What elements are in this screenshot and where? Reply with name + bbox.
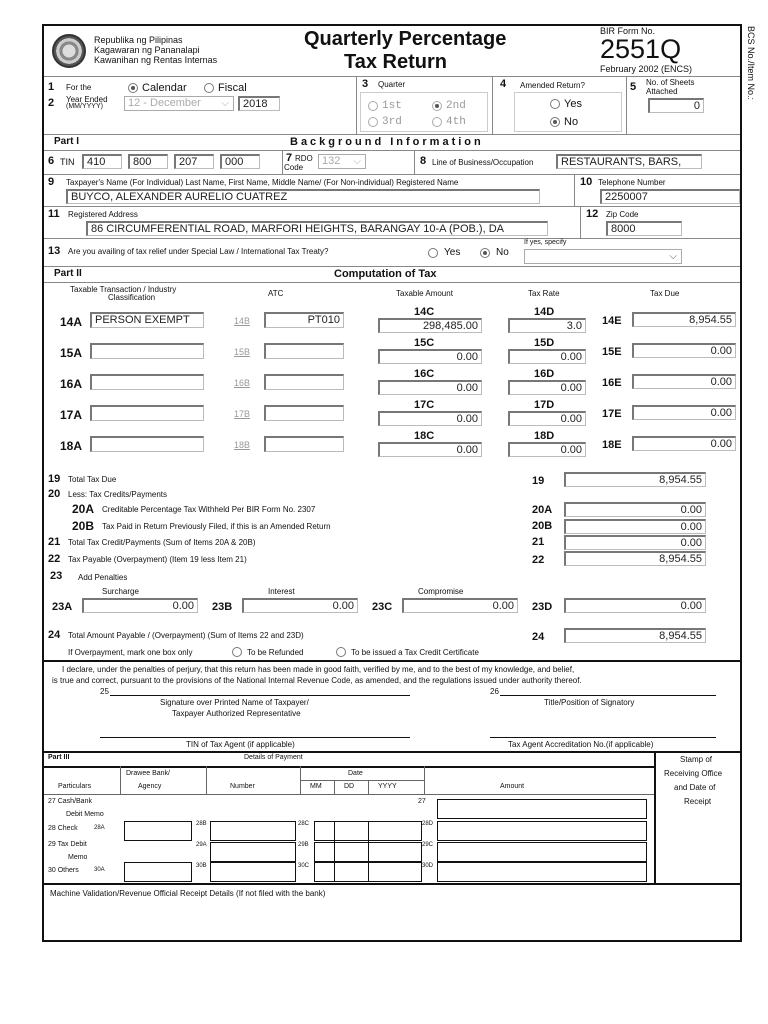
taxable-amount-header: Taxable Amount: [396, 289, 453, 298]
item23b-number: 23B: [212, 601, 233, 613]
tax-due-header: Tax Due: [650, 289, 680, 298]
item21-number: 21: [48, 536, 61, 548]
stamp-line-1: Stamp of: [680, 755, 713, 764]
others-amount-field[interactable]: [437, 862, 647, 882]
tax-payable-label: Tax Payable (Overpayment) (Item 19 less Item 21): [68, 555, 247, 564]
item28a-ref: 28A: [94, 825, 105, 831]
compromise-label: Compromise: [418, 587, 464, 596]
atc-header: ATC: [268, 289, 284, 298]
row-c-number: 18C: [414, 430, 435, 442]
total-credits-field[interactable]: 0.00: [564, 535, 706, 550]
others-number-field[interactable]: [210, 862, 296, 882]
row-c-number: 17C: [414, 399, 435, 411]
item3-number: 3: [362, 78, 369, 90]
item19-number-right: 19: [532, 475, 545, 487]
check-bank-field[interactable]: [124, 821, 192, 841]
date-header: Date: [348, 770, 363, 777]
row-d-number: 16D: [534, 368, 555, 380]
item7-number: 7: [286, 152, 293, 164]
row-e-number: 16E: [602, 377, 622, 389]
amended-no-label: No: [564, 116, 579, 128]
form-version: February 2002 (ENCS): [600, 64, 693, 74]
tax-due-field[interactable]: 0.00: [632, 374, 736, 389]
tax-debit-memo-label: Memo: [68, 854, 88, 861]
chevron-down-icon: ⌵: [353, 156, 361, 167]
sheets-attached-field[interactable]: 0: [648, 98, 704, 113]
tax-relief-no-label: No: [496, 247, 509, 258]
part3-label: Part III: [48, 754, 70, 761]
amended-yes-radio[interactable]: [550, 99, 560, 109]
quarter-group: [360, 92, 488, 132]
item5-label: No. of Sheets: [646, 78, 695, 87]
item23-number: 23: [50, 570, 63, 582]
row-d-number: 15D: [534, 337, 555, 349]
item11-number: 11: [48, 208, 60, 220]
item6-number: 6: [48, 155, 55, 167]
item1-label: For the: [66, 83, 92, 92]
tax-debit-number-field[interactable]: [210, 842, 296, 862]
item9-number: 9: [48, 176, 55, 188]
row-b-link[interactable]: 16B: [234, 378, 251, 388]
item30b-ref: 30B: [196, 863, 207, 869]
item29a-ref: 29A: [196, 842, 207, 848]
declaration-line-2: is true and correct, pursuant to the provisions of the National Internal Revenue Code, as amended, and the regulations issued under authority thereof.: [52, 676, 582, 685]
item26-number: 26: [490, 687, 499, 696]
interest-label: Interest: [268, 587, 295, 596]
add-penalties-label: Add Penalties: [78, 573, 128, 582]
item1-number: 1: [48, 81, 55, 93]
title-position-label: Title/Position of Signatory: [544, 698, 635, 707]
surcharge-label: Surcharge: [102, 587, 139, 596]
address-field[interactable]: 86 CIRCUMFERENTIAL ROAD, MARFORI HEIGHTS, BARANGAY 10-A (POB.), DA: [86, 221, 548, 236]
quarter-1st-radio[interactable]: [368, 101, 378, 111]
row-a-number: 18A: [60, 439, 83, 453]
item4-number: 4: [500, 78, 507, 90]
cash-amount-field[interactable]: [437, 799, 647, 819]
stamp-line-2: Receiving Office: [664, 769, 723, 778]
item30c-ref: 30C: [298, 863, 310, 869]
item4-label: Amended Return?: [520, 81, 585, 90]
form-no-label: BIR Form No.: [600, 26, 656, 36]
item22-number: 22: [48, 553, 61, 565]
tax-relief-label: Are you availing of tax relief under Special Law / International Tax Treaty?: [68, 247, 329, 256]
telephone-field[interactable]: 2250007: [600, 189, 740, 204]
month-select[interactable]: [124, 96, 234, 111]
tax-due-field[interactable]: 8,954.55: [632, 312, 736, 327]
item23a-number: 23A: [52, 601, 73, 613]
item2-label-format: (MM/YYYY): [66, 103, 103, 110]
atc-field[interactable]: PT010: [264, 312, 344, 328]
item12-number: 12: [586, 208, 599, 220]
stamp-line-4: Receipt: [684, 797, 712, 806]
tax-due-field[interactable]: 0.00: [632, 343, 736, 358]
tax-credit-certificate-radio[interactable]: [336, 647, 346, 657]
industry-field[interactable]: [90, 405, 204, 421]
number-header: Number: [230, 783, 255, 790]
taxable-amount-field[interactable]: 0.00: [378, 380, 482, 395]
creditable-withheld-field[interactable]: 0.00: [564, 502, 706, 517]
interest-field[interactable]: 0.00: [242, 598, 358, 613]
part2-label: Part II: [54, 268, 82, 279]
quarter-4th-label: 4th: [446, 116, 466, 128]
item24-number-right: 24: [532, 631, 545, 643]
item20a-number-right: 20A: [532, 504, 553, 516]
less-credits-label: Less: Tax Credits/Payments: [68, 490, 168, 499]
tax-rate-field[interactable]: 0.00: [508, 411, 586, 426]
item25-number: 25: [100, 687, 109, 696]
signature-label-2: Taxpayer Authorized Representative: [172, 709, 301, 718]
others-bank-field[interactable]: [124, 862, 192, 882]
item5-number: 5: [630, 81, 637, 93]
industry-header: Taxable Transaction / Industry: [70, 285, 177, 294]
item20b-number-right: 20B: [532, 520, 553, 532]
chevron-down-icon: ⌵: [669, 251, 677, 262]
tin-segment-2[interactable]: 800: [128, 154, 168, 169]
total-tax-due-field[interactable]: 8,954.55: [564, 472, 706, 487]
row-a-number: 15A: [60, 346, 83, 360]
item5-label-2: Attached: [646, 87, 678, 96]
total-penalties-field[interactable]: 0.00: [564, 598, 706, 613]
item24-number: 24: [48, 629, 61, 641]
zip-field[interactable]: 8000: [606, 221, 682, 236]
item19-number: 19: [48, 473, 61, 485]
row-b-link[interactable]: 17B: [234, 409, 251, 419]
drawee-header: Drawee Bank/: [126, 770, 170, 777]
taxable-amount-field[interactable]: 298,485.00: [378, 318, 482, 333]
row-e-number: 17E: [602, 408, 622, 420]
total-credits-label: Total Tax Credit/Payments (Sum of Items 20A & 20B): [68, 538, 256, 547]
item13-number: 13: [48, 245, 61, 257]
creditable-withheld-label: Creditable Percentage Tax Withheld Per BIR Form No. 2307: [102, 505, 316, 514]
item20a-number: 20A: [72, 502, 95, 516]
others-label: 30 Others: [48, 867, 79, 874]
item10-number: 10: [580, 176, 593, 188]
accreditation-line: [490, 737, 716, 738]
item28b-ref: 28B: [196, 821, 207, 827]
item23c-number: 23C: [372, 601, 393, 613]
tin-agent-label: TIN of Tax Agent (if applicable): [186, 740, 295, 749]
tax-relief-yes-label: Yes: [444, 247, 461, 258]
mm-header: MM: [310, 783, 322, 790]
tax-relief-yes-radio[interactable]: [428, 248, 438, 258]
industry-field[interactable]: [90, 343, 204, 359]
quarter-1st-label: 1st: [382, 100, 402, 112]
tax-rate-field[interactable]: 0.00: [508, 380, 586, 395]
part1-title: Background Information: [290, 136, 484, 148]
item29c-ref: 29C: [422, 842, 434, 848]
form-title-line1: Quarterly Percentage: [304, 28, 507, 50]
agency-line-1: Republika ng Pilipinas: [94, 35, 183, 45]
item20b-number: 20B: [72, 519, 95, 533]
previously-paid-label: Tax Paid in Return Previously Filed, if this is an Amended Return: [102, 522, 331, 531]
item28c-ref: 28C: [298, 821, 310, 827]
bir-seal-icon: [52, 34, 86, 68]
surcharge-field[interactable]: 0.00: [82, 598, 198, 613]
tin-label: TIN: [60, 157, 75, 167]
previously-paid-field[interactable]: 0.00: [564, 519, 706, 534]
row-e-number: 15E: [602, 346, 622, 358]
atc-field[interactable]: [264, 436, 344, 452]
form-title-line2: Tax Return: [344, 51, 447, 73]
item2-number: 2: [48, 97, 55, 109]
industry-field[interactable]: PERSON EXEMPT: [90, 312, 204, 328]
row-c-number: 16C: [414, 368, 435, 380]
rdo-value: 132: [322, 155, 341, 167]
row-e-number: 18E: [602, 439, 622, 451]
industry-header-2: Classification: [108, 293, 156, 302]
title-line: [500, 695, 716, 696]
stamp-line-3: and Date of: [674, 783, 716, 792]
tin-segment-1[interactable]: 410: [82, 154, 122, 169]
taxable-amount-field[interactable]: 0.00: [378, 411, 482, 426]
tax-rate-header: Tax Rate: [528, 289, 560, 298]
form-no: 2551Q: [600, 34, 682, 64]
signature-line: [110, 695, 410, 696]
chevron-down-icon: ⌵: [221, 98, 229, 109]
year-field[interactable]: 2018: [238, 96, 280, 111]
item29b-ref: 29B: [298, 842, 309, 848]
amended-no-radio[interactable]: [550, 117, 560, 127]
row-b-link[interactable]: 15B: [234, 347, 251, 357]
taxable-amount-field[interactable]: 0.00: [378, 442, 482, 457]
row-a-number: 16A: [60, 377, 83, 391]
part3-title: Details of Payment: [244, 754, 303, 761]
check-label: 28 Check: [48, 825, 78, 832]
rdo-label: RDO: [295, 154, 313, 163]
compromise-field[interactable]: 0.00: [402, 598, 518, 613]
tax-debit-amount-field[interactable]: [437, 842, 647, 862]
row-d-number: 17D: [534, 399, 555, 411]
item23d-number: 23D: [532, 601, 553, 613]
tin-agent-line: [100, 737, 410, 738]
tin-segment-3[interactable]: 207: [174, 154, 214, 169]
fiscal-label: Fiscal: [218, 82, 247, 94]
dd-header: DD: [344, 783, 355, 790]
atc-field[interactable]: [264, 405, 344, 421]
item30a-ref: 30A: [94, 867, 105, 873]
item2-label: Year Ended: [66, 95, 108, 104]
part2-title: Computation of Tax: [334, 268, 437, 280]
accreditation-label: Tax Agent Accreditation No.(if applicable): [508, 740, 654, 749]
row-d-number: 14D: [534, 306, 555, 318]
row-b-link[interactable]: 14B: [234, 316, 251, 326]
tax-rate-field[interactable]: 0.00: [508, 442, 586, 457]
amended-yes-label: Yes: [564, 98, 582, 110]
item27-ref: 27: [418, 798, 426, 805]
tax-rate-field[interactable]: 0.00: [508, 349, 586, 364]
tax-credit-certificate-label: To be issued a Tax Credit Certificate: [351, 648, 479, 657]
tin-segment-4[interactable]: 000: [220, 154, 260, 169]
month-value: 12 - December: [128, 97, 201, 109]
tax-relief-no-radio[interactable]: [480, 248, 490, 258]
taxpayer-name-label: Taxpayer's Name (For Individual) Last Name, First Name, Middle Name/ (For Non-individual) Registered Name: [66, 178, 459, 187]
atc-field[interactable]: [264, 374, 344, 390]
address-label: Registered Address: [68, 210, 138, 219]
quarter-2nd-label: 2nd: [446, 100, 466, 112]
signature-label: Signature over Printed Name of Taxpayer/: [160, 698, 309, 707]
tax-due-field[interactable]: 0.00: [632, 436, 736, 451]
refund-label: To be Refunded: [247, 648, 304, 657]
row-d-number: 18D: [534, 430, 555, 442]
industry-field[interactable]: [90, 436, 204, 452]
industry-field[interactable]: [90, 374, 204, 390]
row-a-number: 17A: [60, 408, 83, 422]
declaration-line-1: I declare, under the penalties of perjury, that this return has been made in good faith, verified by me, and to the best of my knowledge, and belief,: [62, 665, 575, 674]
quarter-3rd-label: 3rd: [382, 116, 402, 128]
part1-label: Part I: [54, 136, 80, 147]
refund-radio[interactable]: [232, 647, 242, 657]
row-c-number: 15C: [414, 337, 435, 349]
cash-bank-label: 27 Cash/Bank: [48, 798, 92, 805]
quarter-2nd-radio[interactable]: [432, 101, 442, 111]
item28d-ref: 28D: [422, 821, 434, 827]
tax-rate-field[interactable]: 3.0: [508, 318, 586, 333]
tax-relief-specify-select[interactable]: [524, 249, 682, 264]
specify-label: If yes, specify: [524, 239, 567, 246]
agency-line-2: Kagawaran ng Pananalapi: [94, 45, 200, 55]
calendar-radio[interactable]: [128, 83, 138, 93]
tax-payable-field[interactable]: 8,954.55: [564, 551, 706, 566]
row-b-link[interactable]: 18B: [234, 440, 251, 450]
line-of-business-field[interactable]: RESTAURANTS, BARS,: [556, 154, 702, 169]
row-c-number: 14C: [414, 306, 435, 318]
particulars-header: Particulars: [58, 783, 92, 790]
rdo-code-label: Code: [284, 163, 304, 172]
telephone-label: Telephone Number: [598, 178, 666, 187]
total-payable-field[interactable]: 8,954.55: [564, 628, 706, 643]
row-e-number: 14E: [602, 315, 622, 327]
tax-debit-label: 29 Tax Debit: [48, 841, 87, 848]
machine-validation-label: Machine Validation/Revenue Official Receipt Details (If not filed with the bank): [50, 889, 326, 898]
total-payable-label: Total Amount Payable / (Overpayment) (Sum of Items 22 and 23D): [68, 631, 304, 640]
row-a-number: 14A: [60, 315, 83, 329]
drawee-header-2: Agency: [138, 783, 162, 790]
tax-due-field[interactable]: 0.00: [632, 405, 736, 420]
taxable-amount-field[interactable]: 0.00: [378, 349, 482, 364]
amount-header: Amount: [500, 783, 525, 790]
taxpayer-name-field[interactable]: BUYCO, ALEXANDER AURELIO CUATREZ: [66, 189, 540, 204]
check-number-field[interactable]: [210, 821, 296, 841]
fiscal-radio[interactable]: [204, 83, 214, 93]
agency-line-3: Kawanihan ng Rentas Internas: [94, 55, 218, 65]
check-amount-field[interactable]: [437, 821, 647, 841]
item21-number-right: 21: [532, 536, 545, 548]
zip-label: Zip Code: [606, 210, 639, 219]
atc-field[interactable]: [264, 343, 344, 359]
calendar-label: Calendar: [142, 82, 187, 94]
item20-number: 20: [48, 488, 61, 500]
total-tax-due-label: Total Tax Due: [68, 475, 117, 484]
quarter-4th-radio[interactable]: [432, 117, 442, 127]
item22-number-right: 22: [532, 554, 545, 566]
line-of-business-label: Line of Business/Occupation: [432, 158, 534, 167]
overpayment-label: If Overpayment, mark one box only: [68, 648, 193, 657]
yyyy-header: YYYY: [378, 783, 397, 790]
bir-form-2551q: [42, 24, 742, 942]
bcs-item-label: BCS No./Item No.:: [746, 26, 756, 101]
rdo-select[interactable]: [318, 154, 366, 169]
debit-memo-label: Debit Memo: [66, 811, 104, 818]
item8-number: 8: [420, 155, 427, 167]
item3-label: Quarter: [378, 80, 406, 89]
item30d-ref: 30D: [422, 863, 434, 869]
quarter-3rd-radio[interactable]: [368, 117, 378, 127]
